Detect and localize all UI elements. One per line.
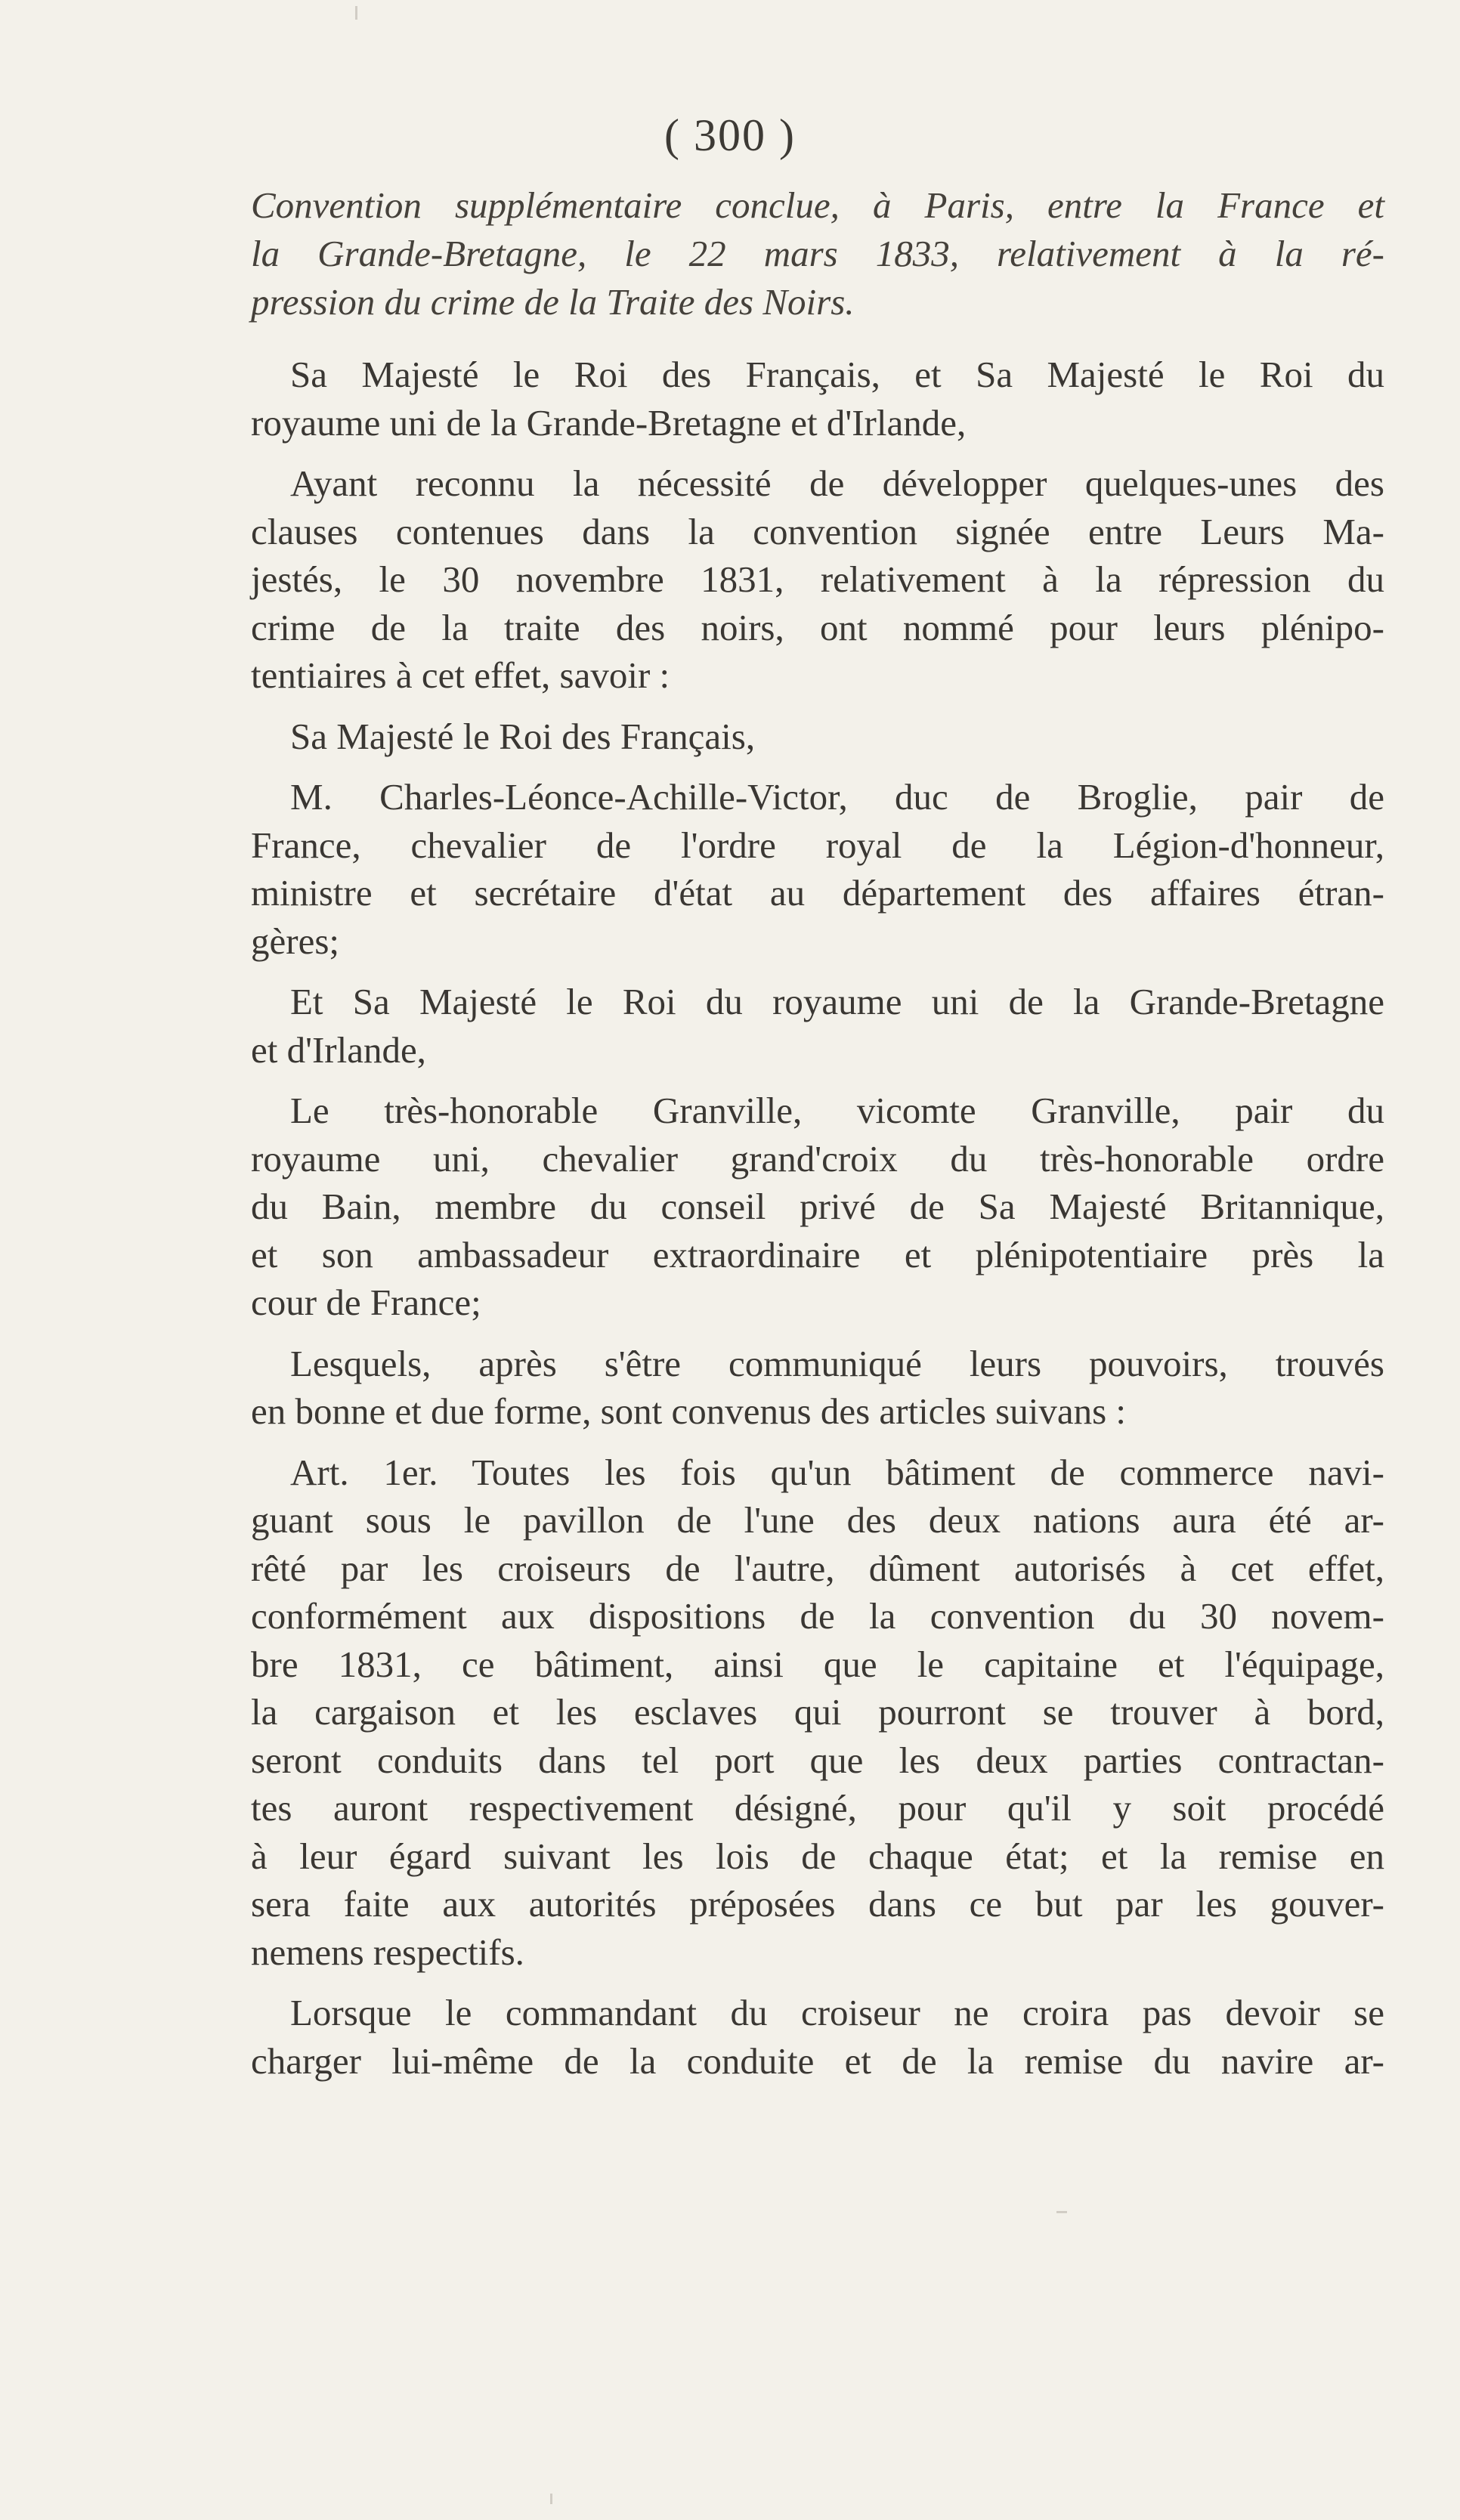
text-line: cour de France; <box>251 1282 481 1323</box>
text-line: tes auront respectivement désigné, pour qu'il y soit procédé <box>251 1787 1384 1829</box>
text-line: et son ambassadeur extraordinaire et plénipotentiaire près la <box>251 1233 1384 1275</box>
text-line: sera faite aux autorités préposées dans ce but par les gouver- <box>251 1883 1384 1925</box>
text-line: en bonne et due forme, sont convenus des articles suivans : <box>251 1390 1127 1432</box>
text-line: Art. 1er. Toutes les fois qu'un bâtiment de commerce navi- <box>290 1451 1384 1493</box>
paragraph-granville <box>251 1087 1384 1327</box>
paper-speck <box>355 6 357 20</box>
title-line: Convention supplémentaire conclue, à Paris, entre la France et <box>251 184 1384 226</box>
paragraph-king-uk <box>251 978 1384 1074</box>
text-line: du Bain, membre du conseil privé de Sa Majesté Britannique, <box>251 1186 1384 1227</box>
text-line: rêté par les croiseurs de l'autre, dûment autorisés à cet effet, <box>251 1547 1384 1589</box>
text-line: nemens respectifs. <box>251 1931 524 1973</box>
text-line: guant sous le pavillon de l'une des deux nations aura été ar- <box>251 1499 1384 1541</box>
text-line: Le très-honorable Granville, vicomte Granville, pair du <box>290 1090 1384 1131</box>
paragraph-king-french <box>251 713 1384 761</box>
text-line: et d'Irlande, <box>251 1028 426 1071</box>
paragraph-article-1 <box>251 1449 1384 1977</box>
paragraph-recitals <box>251 459 1384 700</box>
title-line: pression du crime de la Traite des Noirs. <box>251 281 855 323</box>
page-number: ( 300 ) <box>664 110 796 160</box>
title-line: la Grande-Bretagne, le 22 mars 1833, relativement à la ré- <box>251 233 1384 274</box>
text-line: royaume uni, chevalier grand'croix du très-honorable ordre <box>251 1137 1384 1180</box>
text-line: charger lui-même de la conduite et de la remise du navire ar- <box>251 2039 1384 2082</box>
convention-title <box>251 181 1384 326</box>
text-line: Sa Majesté le Roi des Français, <box>290 715 756 757</box>
paragraph-commander <box>251 1989 1384 2085</box>
text-line: gères; <box>251 920 339 962</box>
text-line: à leur égard suivant les lois de chaque état; et la remise en <box>251 1835 1384 1877</box>
text-line: seront conduits dans tel port que les deux parties contractan- <box>251 1739 1384 1781</box>
paper-speck <box>550 2494 552 2504</box>
text-line: Ayant reconnu la nécessité de développer quelques-unes des <box>290 462 1384 504</box>
paragraph-agreement <box>251 1340 1384 1436</box>
text-line: Lorsque le commandant du croiseur ne croira pas devoir se <box>290 1992 1384 2033</box>
paragraph-sovereigns <box>251 351 1384 447</box>
text-line: Sa Majesté le Roi des Français, et Sa Majesté le Roi du <box>290 354 1384 395</box>
text-line: crime de la traite des noirs, ont nommé pour leurs plénipo- <box>251 606 1384 648</box>
text-line: France, chevalier de l'ordre royal de la Légion-d'honneur, <box>251 824 1384 866</box>
paragraph-broglie <box>251 773 1384 965</box>
text-line: ministre et secrétaire d'état au département des affaires étran- <box>251 872 1384 914</box>
text-line: M. Charles-Léonce-Achille-Victor, duc de Broglie, pair de <box>290 776 1384 818</box>
text-line: la cargaison et les esclaves qui pourront se trouver à bord, <box>251 1691 1384 1733</box>
paper-speck <box>1056 2211 1067 2213</box>
document-body <box>251 181 1384 2098</box>
text-line: clauses contenues dans la convention signée entre Leurs Ma- <box>251 510 1384 552</box>
text-line: jestés, le 30 novembre 1831, relativement à la répression du <box>251 558 1384 600</box>
text-line: tentiaires à cet effet, savoir : <box>251 654 670 696</box>
text-line: bre 1831, ce bâtiment, ainsi que le capitaine et l'équipage, <box>251 1643 1384 1685</box>
text-line: Et Sa Majesté le Roi du royaume uni de la Grande-Bretagne <box>290 981 1384 1022</box>
text-line: conformément aux dispositions de la convention du 30 novem- <box>251 1595 1384 1637</box>
text-line: Lesquels, après s'être communiqué leurs pouvoirs, trouvés <box>290 1342 1384 1384</box>
text-line: royaume uni de la Grande-Bretagne et d'Irlande, <box>251 401 967 444</box>
